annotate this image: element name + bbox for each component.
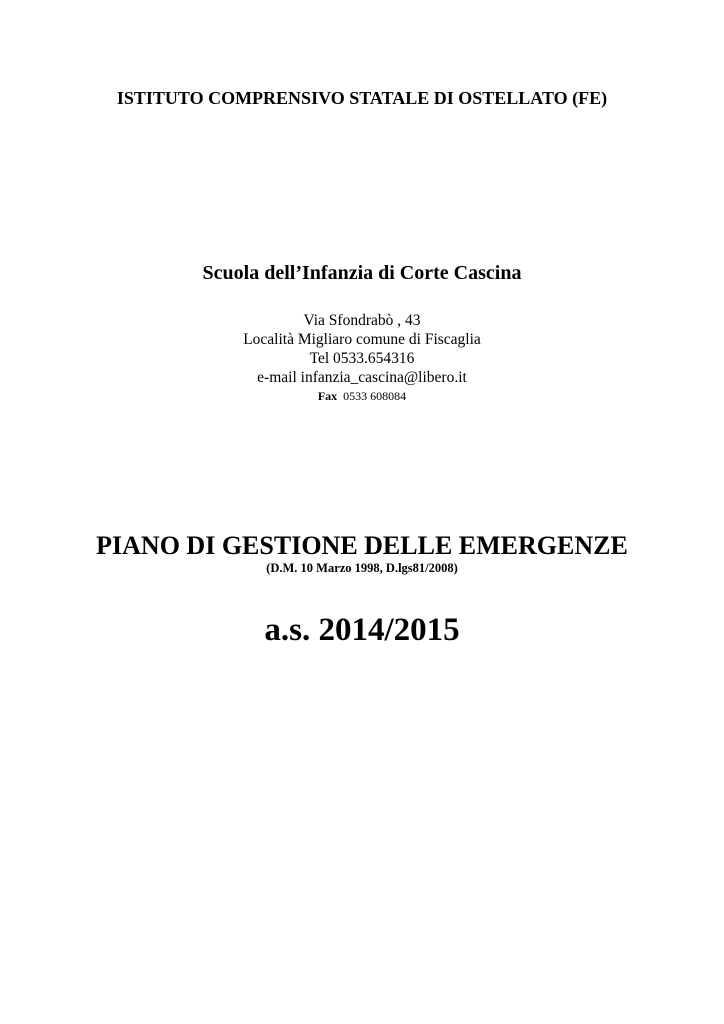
school-address: Via Sfondrabò , 43: [303, 312, 421, 329]
school-name: Scuola dell’Infanzia di Corte Cascina: [202, 262, 522, 284]
fax-label: Fax: [317, 389, 338, 403]
school-email: e-mail infanzia_cascina@libero.it: [257, 369, 467, 386]
school-year: a.s. 2014/2015: [264, 612, 460, 648]
institute-heading: ISTITUTO COMPRENSIVO STATALE DI OSTELLATO (FE): [116, 88, 608, 108]
school-fax: [0, 389, 724, 404]
document-reference: (D.M. 10 Marzo 1998, D.lgs81/2008): [266, 561, 458, 575]
school-locality: Località Migliaro comune di Fiscaglia: [243, 331, 481, 348]
fax-number: 0533 608084: [343, 389, 407, 403]
document-title: PIANO DI GESTIONE DELLE EMERGENZE: [96, 531, 628, 560]
school-phone: Tel 0533.654316: [309, 350, 415, 367]
